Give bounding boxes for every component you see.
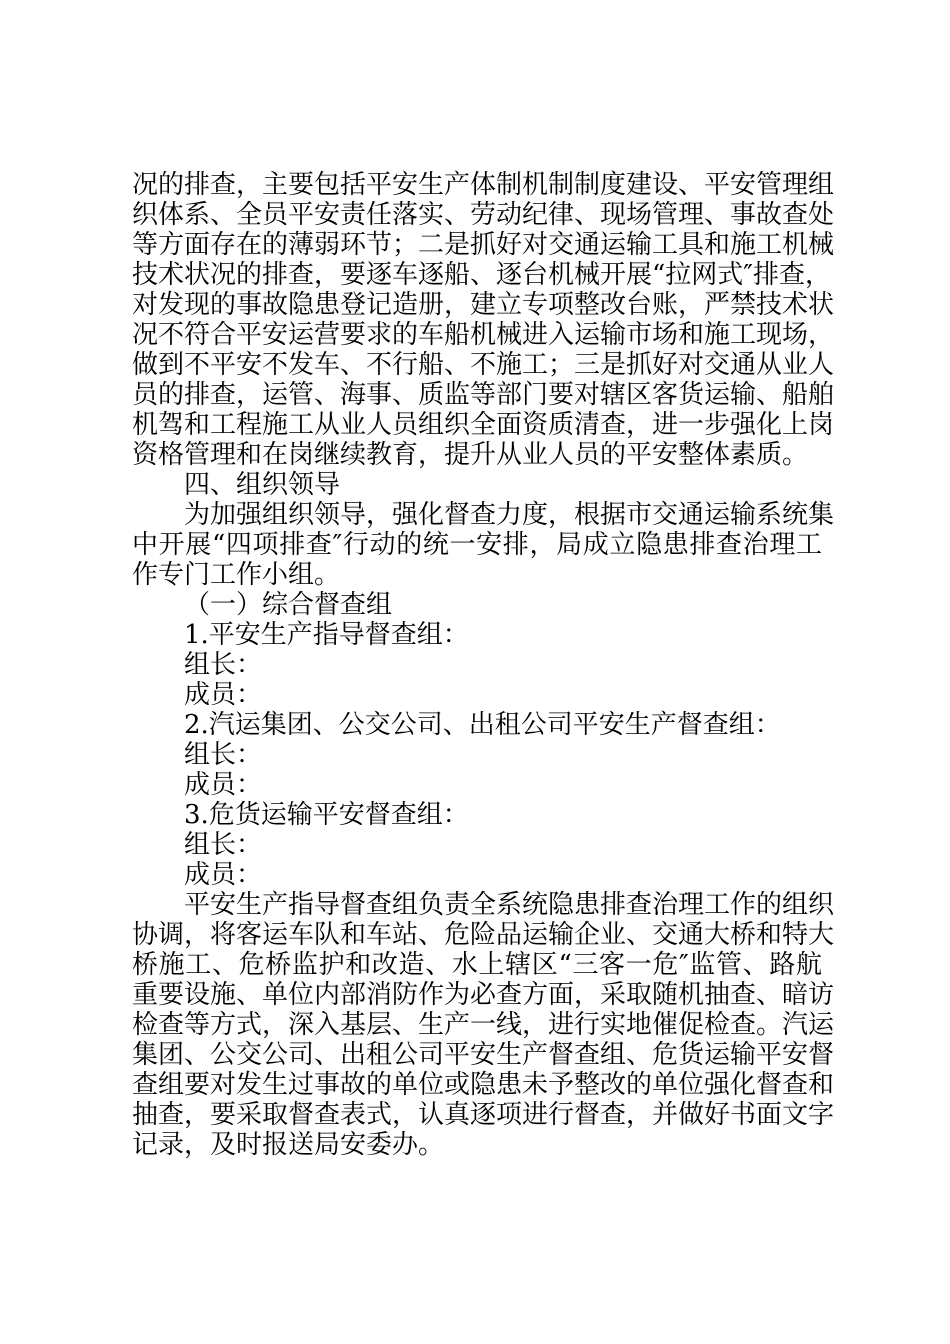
text-line: 资格管理和在岗继续教育，提升从业人员的平安整体素质。 [132, 440, 809, 470]
list-item: 3.危货运输平安督查组： [184, 800, 469, 830]
text-line: 为加强组织领导，强化督查力度，根据市交通运输系统集 [184, 500, 835, 530]
text-line: 抽查，要采取督查表式，认真逐项进行督查，并做好书面文字 [132, 1100, 835, 1130]
text-line: 协调，将客运车队和车站、危险品运输企业、交通大桥和特大 [132, 920, 835, 950]
text-line: 查组要对发生过事故的单位或隐患未予整改的单位强化督查和 [132, 1070, 835, 1100]
text-line: 技术状况的排查，要逐车逐船、逐台机械开展“拉网式″排查， [132, 260, 832, 290]
text-line: 平安生产指导督查组负责全系统隐患排查治理工作的组织 [184, 890, 835, 920]
text-line: 机驾和工程施工从业人员组织全面资质清查，进一步强化上岗 [132, 410, 835, 440]
text-line: 重要设施、单位内部消防作为必查方面，采取随机抽查、暗访 [132, 980, 835, 1010]
text-line: 中开展“四项排查″行动的统一安排，局成立隐患排查治理工 [132, 530, 822, 560]
text-line: 记录，及时报送局安委办。 [132, 1130, 445, 1160]
text-line: 况不符合平安运营要求的车船机械进入运输市场和施工现场， [132, 320, 835, 350]
subheading-comprehensive-group: （一）综合督查组 [184, 590, 393, 620]
list-item: 1.平安生产指导督查组： [184, 620, 469, 650]
paragraph-organization [132, 500, 835, 590]
list-item: 组长： [184, 740, 263, 770]
text-line: 桥施工、危桥监护和改造、水上辖区“三客一危″监管、路航 [132, 950, 822, 980]
list-item: 成员： [184, 770, 263, 800]
text-line: 况的排查，主要包括平安生产体制机制制度建设、平安管理组 [132, 170, 835, 200]
list-item: 组长： [184, 830, 263, 860]
text-line: 做到不平安不发车、不行船、不施工；三是抓好对交通从业人 [132, 350, 835, 380]
list-item: 成员： [184, 680, 263, 710]
paragraph-inspection-details [132, 170, 835, 470]
list-item: 组长： [184, 650, 263, 680]
paragraph-responsibilities [132, 890, 835, 1160]
text-line: 集团、公交公司、出租公司平安生产督查组、危货运输平安督 [132, 1040, 835, 1070]
text-line: 等方面存在的薄弱环节；二是抓好对交通运输工具和施工机械 [132, 230, 835, 260]
section-heading-organization: 四、组织领导 [184, 470, 341, 500]
list-item: 2.汽运集团、公交公司、出租公司平安生产督查组： [184, 710, 781, 740]
list-item: 成员： [184, 860, 263, 890]
text-line: 作专门工作小组。 [132, 560, 341, 590]
text-line: 员的排查，运管、海事、质监等部门要对辖区客货运输、船舶 [132, 380, 835, 410]
document-body [132, 170, 835, 1160]
text-line: 织体系、全员平安责任落实、劳动纪律、现场管理、事故查处 [132, 200, 835, 230]
text-line: 对发现的事故隐患登记造册，建立专项整改台账，严禁技术状 [132, 290, 835, 320]
text-line: 检查等方式，深入基层、生产一线，进行实地催促检查。汽运 [132, 1010, 835, 1040]
